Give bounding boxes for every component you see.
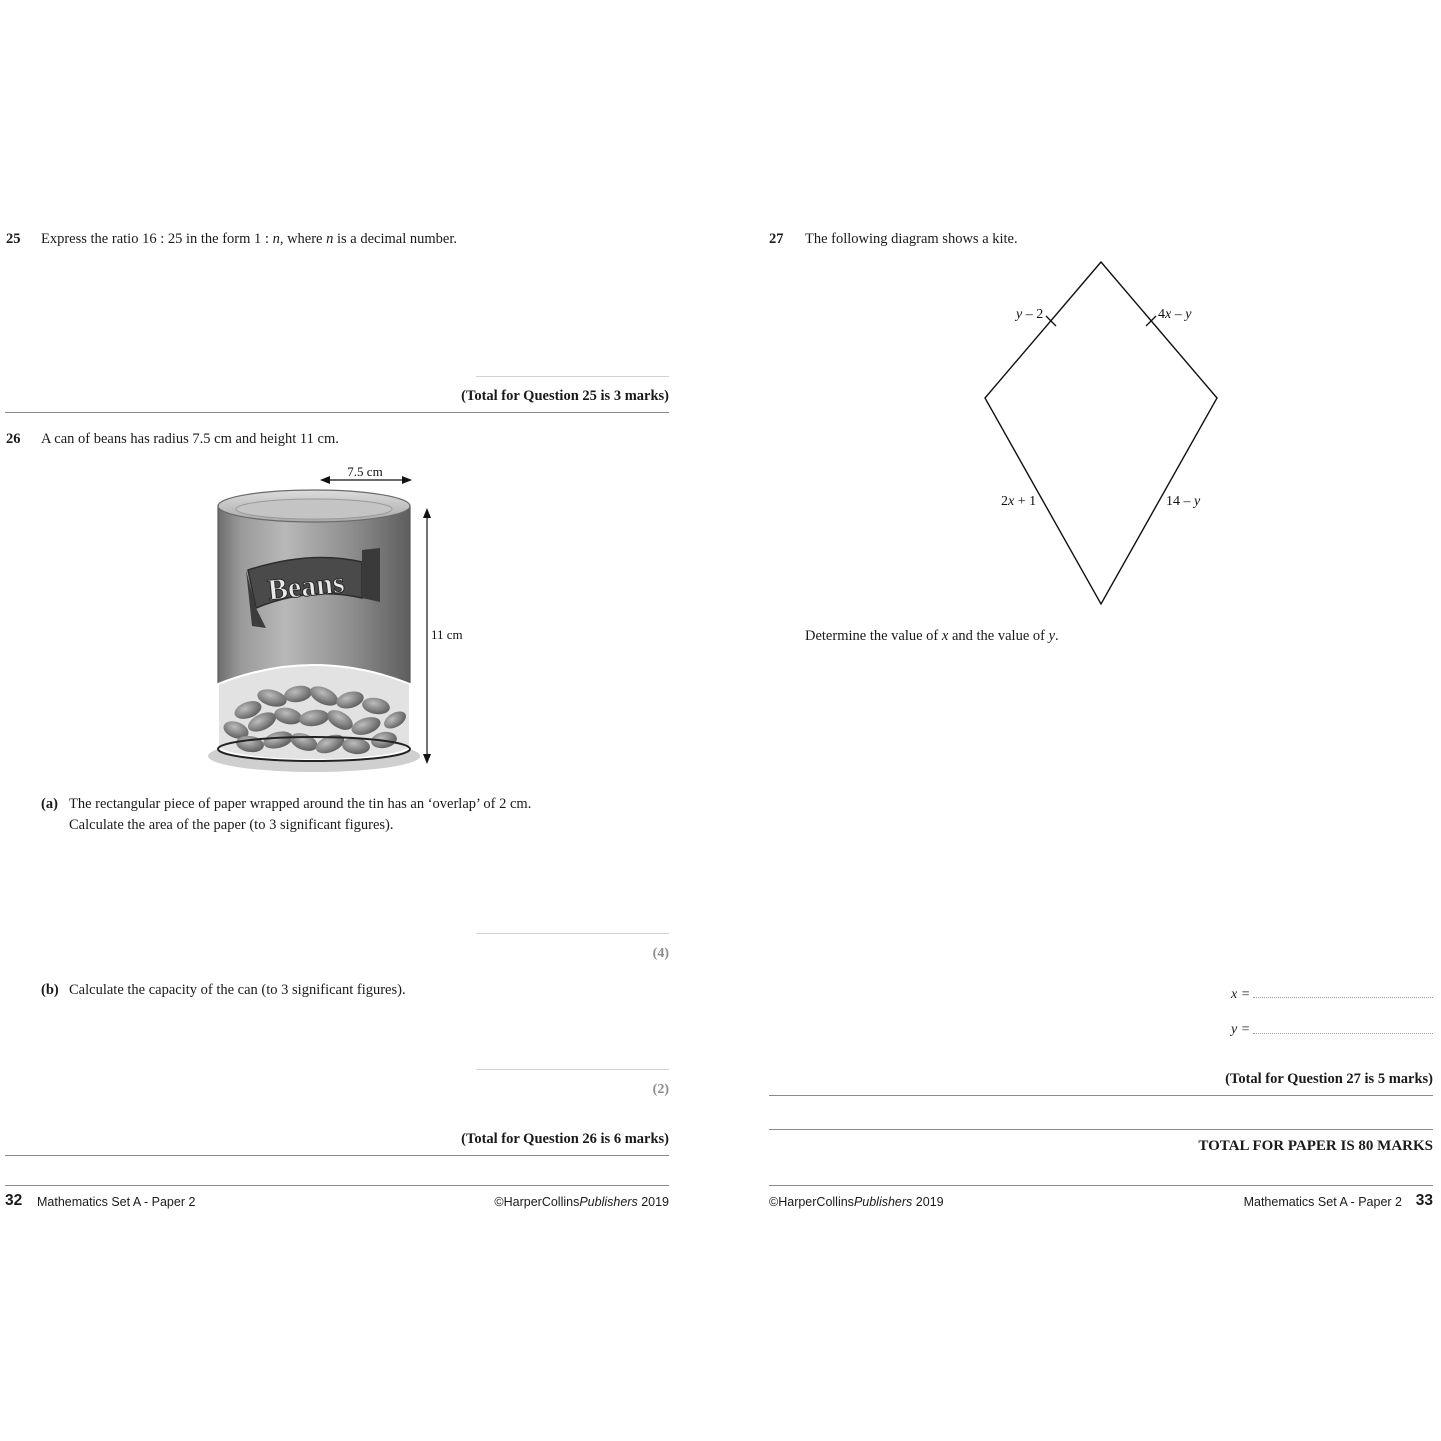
kite-diagram [960,250,1240,620]
answer-x-label: x = [1231,987,1251,1002]
divider-q27 [769,1095,1433,1096]
total-question-25: (Total for Question 25 is 3 marks) [461,388,669,404]
total-question-27: (Total for Question 27 is 5 marks) [1225,1071,1433,1087]
question-number-25: 25 [6,231,21,247]
radius-label: 7.5 cm [347,464,383,479]
answer-x-line[interactable] [1253,997,1433,998]
answer-line-q26a[interactable] [476,933,669,934]
answer-line-q25[interactable] [476,376,669,377]
question-26-text: A can of beans has radius 7.5 cm and height 11 cm. [41,431,339,447]
question-number-26: 26 [6,431,21,447]
kite-label-bottom-left: 2x + 1 [1001,494,1037,509]
question-27-text: The following diagram shows a kite. [805,231,1018,247]
footer-rule-left [5,1185,669,1186]
question-27-instruction: Determine the value of x and the value of y. [805,628,1059,644]
kite-label-top-left: y – 2 [1016,307,1044,322]
footer-title-right: Mathematics Set A - Paper 2 [1243,1195,1402,1209]
answer-y-line[interactable] [1253,1033,1433,1034]
kite-label-top-right: 4x – y [1158,307,1192,322]
divider-q25 [5,412,669,413]
page-number-left: 32 [5,1192,23,1209]
marks-q26b: (2) [652,1082,669,1097]
height-label: 11 cm [431,627,463,642]
divider-paper-total [769,1129,1433,1130]
bean-can-figure [200,458,480,778]
footer-rule-right [769,1185,1433,1186]
divider-q26 [5,1155,669,1156]
total-question-26: (Total for Question 26 is 6 marks) [461,1131,669,1147]
question-number-27: 27 [769,231,784,247]
footer-title-left: Mathematics Set A - Paper 2 [37,1195,196,1209]
part-a-label: (a) [41,796,58,812]
page-number-right: 33 [1415,1192,1433,1209]
height-arrow [423,508,431,764]
can-brand-label: Beans [266,566,346,607]
footer-copyright-right: ©HarperCollinsPublishers 2019 [769,1195,944,1209]
answer-line-q26b[interactable] [476,1069,669,1070]
answer-y-label: y = [1231,1022,1251,1037]
part-a-line2: Calculate the area of the paper (to 3 significant figures). [69,817,394,833]
part-b-text: Calculate the capacity of the can (to 3 significant figures). [69,982,406,998]
marks-q26a: (4) [652,946,669,961]
part-b-label: (b) [41,982,59,998]
question-25-text: Express the ratio 16 : 25 in the form 1 : n, where n is a decimal number. [41,231,457,247]
paper-total: TOTAL FOR PAPER IS 80 MARKS [1198,1138,1433,1154]
kite-label-bottom-right: 14 – y [1166,494,1201,509]
footer-copyright-left: ©HarperCollinsPublishers 2019 [494,1195,669,1209]
part-a-line1: The rectangular piece of paper wrapped around the tin has an ‘overlap’ of 2 cm. [69,796,532,812]
